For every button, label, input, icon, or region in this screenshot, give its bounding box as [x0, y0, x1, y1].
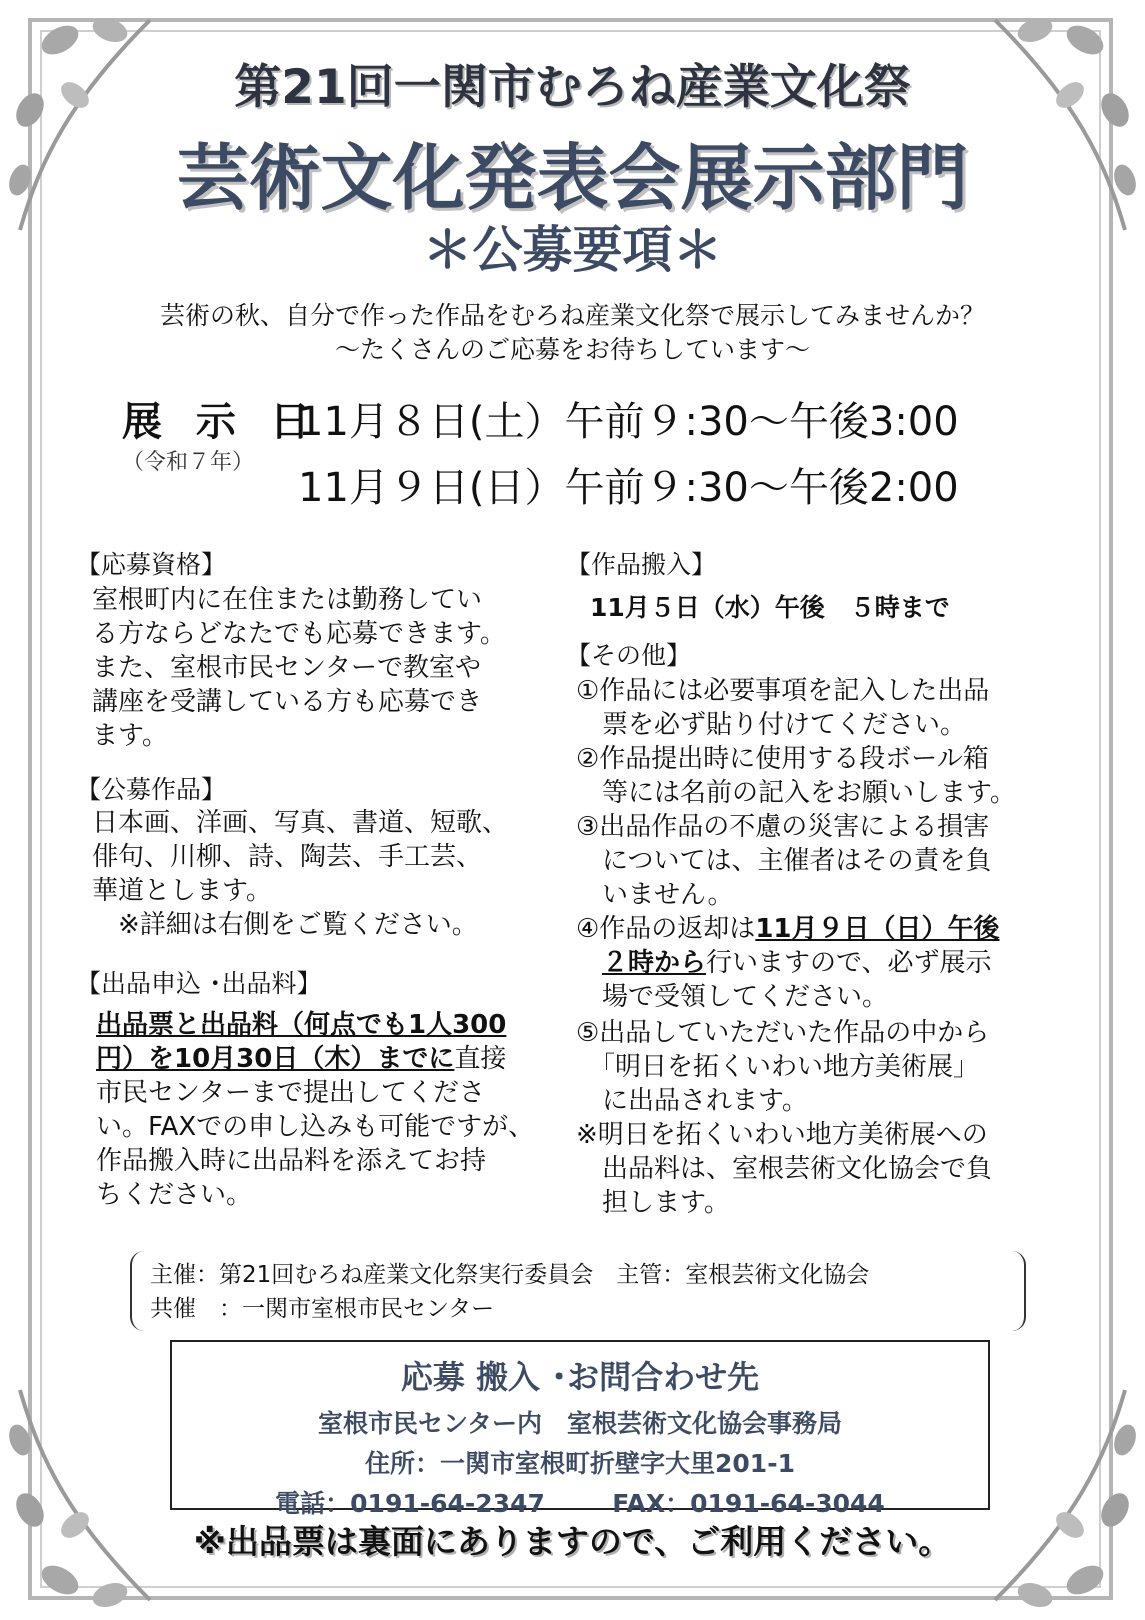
- works-heading: 【公募作品】: [76, 775, 227, 804]
- other-item-4-rest: 行いますので、必ず展示: [706, 948, 992, 978]
- application-deadline-underline-2: 円）を10月30日（木）までに: [96, 1044, 455, 1074]
- schedule-day-1: 11月８日(土）午前９:30～午後3:00: [298, 399, 959, 445]
- other-item-4-line-2: [576, 946, 992, 980]
- contact-address: 住所：一関市室根町折壁字大里201-1: [365, 1449, 795, 1478]
- call-for-entries-title: ＊公募要項＊: [422, 221, 723, 279]
- application-deadline-line-2: [96, 1042, 506, 1076]
- qualification-text: 室根町内に在住または勤務してい る方ならどなたでも応募できます。 また、室根市民センターで教室や 講座を受講している方も応募でき ます。: [92, 585, 506, 751]
- application-heading: 【出品申込 ･出品料】: [76, 969, 322, 998]
- vine-decoration-bottom-right: [975, 1380, 1145, 1620]
- qualification-heading: 【応募資格】: [76, 550, 227, 579]
- contact-phone: 電話：0191-64-2347: [275, 1489, 545, 1518]
- intro-line-1: 芸術の秋、自分で作った作品をむろね産業文化祭で展示してみませんか？: [159, 301, 985, 330]
- other-item-2: ②作品提出時に使用する段ボール箱 等には名前の記入をお願いします。: [576, 744, 1016, 808]
- other-heading: 【その他】: [566, 641, 692, 670]
- application-direct-text: 直接: [454, 1044, 507, 1074]
- organizers-line-1: 主催：第21回むろね産業文化祭実行委員会 主管：室根芸術文化協会: [150, 1262, 870, 1288]
- other-item-4-tail: 場で受領してください。: [576, 982, 889, 1012]
- application-deadline-line-1: [96, 1008, 506, 1042]
- schedule-day-2: 11月９日(日）午前９:30～午後2:00: [298, 465, 959, 511]
- delivery-text: 11月５日（水）午後 ５時まで: [590, 593, 950, 622]
- contact-fax: FAX：0191-64-3044: [612, 1489, 885, 1518]
- intro-line-2: ～たくさんのご応募をお待ちしています～: [334, 335, 810, 364]
- other-item-4-line-1: [576, 912, 1000, 946]
- contact-phone-fax: [172, 1484, 988, 1520]
- other-item-1: ①作品には必要事項を記入した出品 票を必ず貼り付けてください。: [576, 676, 990, 740]
- application-text: 市民センターまで提出してくださ い。FAXでの申し込みも可能ですが、 作品搬入時に出品料を添えてお持 ちください。: [96, 1078, 535, 1210]
- other-item-3: ③出品作品の不慮の災害による損害 については、主催者はその責を負 いません。: [576, 812, 992, 910]
- return-date-underline-2: ２時から: [602, 948, 707, 978]
- footer-note: ※出品票は裏面にありますので、ご利用ください。: [193, 1522, 952, 1561]
- return-date-underline-1: 11月９日（日）午後: [755, 914, 1000, 944]
- delivery-heading: 【作品搬入】: [566, 550, 717, 579]
- contact-box: [170, 1340, 990, 1518]
- schedule-era: （令和７年）: [122, 450, 255, 475]
- other-item-4-prefix: ④作品の返却は: [576, 914, 756, 944]
- contact-office: 室根市民センター内 室根芸術文化協会事務局: [317, 1409, 842, 1438]
- organizers-line-2: 共催 ：一関市室根市民センター: [150, 1296, 495, 1322]
- application-deadline-underline-1: 出品票と出品料（何点でも1人300: [96, 1010, 507, 1040]
- contact-heading: 応募 搬入 ･お問合わせ先: [400, 1358, 760, 1396]
- vine-decoration-bottom-left: [0, 1380, 170, 1620]
- schedule-label: 展 示 日: [122, 399, 320, 445]
- section-title: 芸術文化発表会展示部門: [176, 136, 969, 220]
- other-item-5: ⑤出品していただいた作品の中から 「明日を拓くいわい地方美術展」 に出品されます。: [576, 1018, 990, 1116]
- works-text: 日本画、洋画、写真、書道、短歌、 俳句、川柳、詩、陶芸、手工芸、 華道とします。 ※詳細は右側をご覧ください。: [92, 808, 509, 940]
- event-title: 第21回一関市むろね産業文化祭: [234, 60, 911, 115]
- other-note: ※明日を拓くいわい地方美術展への 出品料は、室根芸術文化協会で負 担します。: [576, 1120, 993, 1218]
